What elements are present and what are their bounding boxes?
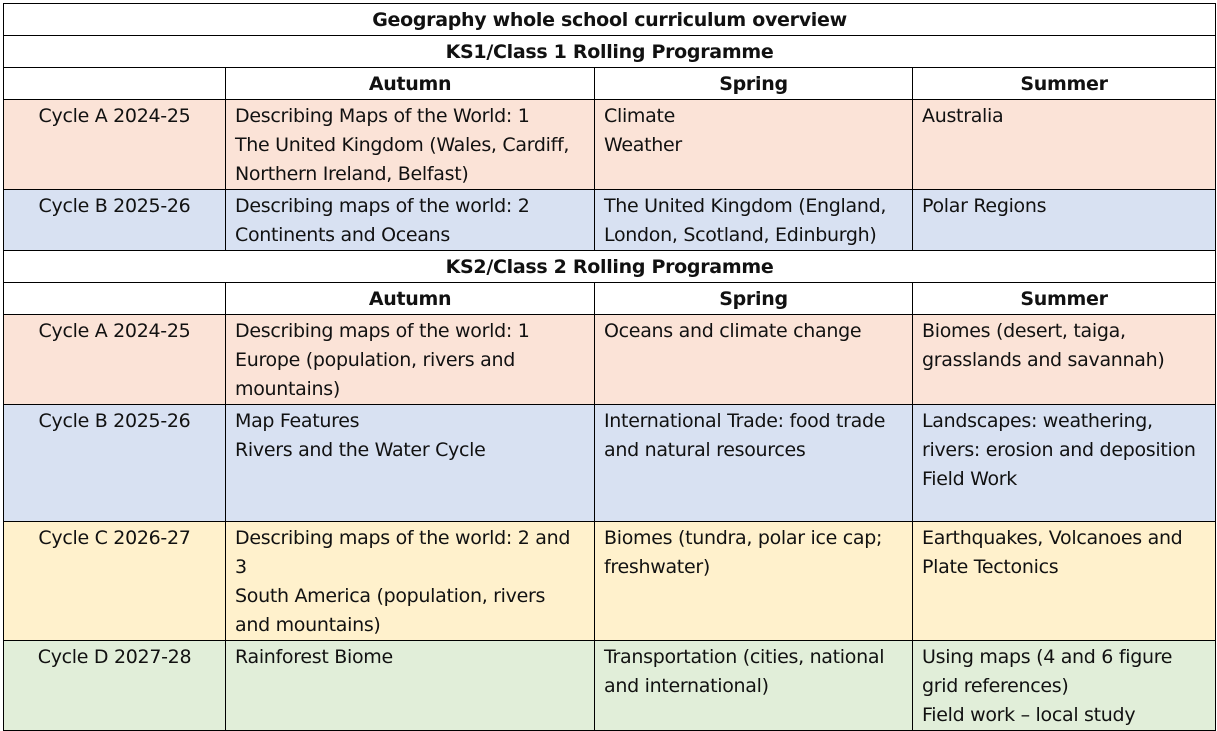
ks2-heading: KS2/Class 2 Rolling Programme (4, 251, 1216, 283)
cycle-label: Cycle A 2024-25 (4, 315, 226, 405)
topic-line: Describing maps of the world: 1 (235, 320, 530, 342)
ks2-season-header-row (4, 283, 1216, 315)
topic-line: Describing maps of the world: 2 and 3 (235, 527, 571, 578)
summer-topic-cell (913, 405, 1216, 522)
spring-topic-cell (595, 315, 913, 405)
topic-line: Weather (604, 134, 682, 156)
ks2-cycle-b-row (4, 405, 1216, 522)
topic-line: The United Kingdom (England, London, Scotland, Edinburgh) (604, 195, 887, 246)
topic-line: Map Features (235, 410, 360, 432)
topic-line: Polar Regions (922, 195, 1047, 217)
topic-line: Using maps (4 and 6 figure grid references) (922, 646, 1173, 697)
topic-line: South America (population, rivers and mountains) (235, 585, 546, 636)
topic-line: Field Work (922, 468, 1018, 490)
topic-line: Biomes (tundra, polar ice cap; freshwater) (604, 527, 883, 578)
topic-line: Earthquakes, Volcanoes and Plate Tectonics (922, 527, 1183, 578)
summer-topic-cell (913, 522, 1216, 641)
topic-line: The United Kingdom (Wales, Cardiff, Northern Ireland, Belfast) (235, 134, 570, 185)
topic-line: Field work – local study (922, 704, 1136, 726)
ks2-header-autumn: Autumn (226, 283, 595, 315)
spring-topic-cell (595, 522, 913, 641)
ks2-header-summer: Summer (913, 283, 1216, 315)
topic-line: Landscapes: weathering, rivers: erosion and deposition (922, 410, 1196, 461)
spring-topic-cell (595, 405, 913, 522)
topic-line: Europe (population, rivers and mountains) (235, 349, 515, 400)
document-title: Geography whole school curriculum overview (4, 4, 1216, 36)
title-row (4, 4, 1216, 36)
ks2-cycle-d-row (4, 641, 1216, 731)
topic-line: Biomes (desert, taiga, grasslands and savannah) (922, 320, 1165, 371)
ks1-header-blank (4, 68, 226, 100)
autumn-topic-cell (226, 100, 595, 190)
topic-line: Describing Maps of the World: 1 (235, 105, 530, 127)
autumn-topic-cell (226, 405, 595, 522)
spring-topic-cell (595, 100, 913, 190)
cycle-label: Cycle D 2027-28 (4, 641, 226, 731)
ks1-cycle-a-row (4, 100, 1216, 190)
autumn-topic-cell (226, 641, 595, 731)
cycle-label: Cycle B 2025-26 (4, 405, 226, 522)
topic-line: Australia (922, 105, 1004, 127)
spring-topic-cell (595, 641, 913, 731)
topic-line: Describing maps of the world: 2 (235, 195, 530, 217)
ks2-cycle-a-row (4, 315, 1216, 405)
summer-topic-cell (913, 190, 1216, 251)
ks2-header-blank (4, 283, 226, 315)
topic-line: Climate (604, 105, 676, 127)
topic-line: International Trade: food trade and natural resources (604, 410, 886, 461)
topic-line: Rivers and the Water Cycle (235, 439, 486, 461)
ks1-header-spring: Spring (595, 68, 913, 100)
cycle-label: Cycle A 2024-25 (4, 100, 226, 190)
ks1-heading-row (4, 36, 1216, 68)
cycle-label: Cycle C 2026-27 (4, 522, 226, 641)
topic-line: Oceans and climate change (604, 320, 862, 342)
autumn-topic-cell (226, 522, 595, 641)
topic-line: Rainforest Biome (235, 646, 393, 668)
ks2-cycle-c-row (4, 522, 1216, 641)
ks2-header-spring: Spring (595, 283, 913, 315)
ks2-heading-row (4, 251, 1216, 283)
spring-topic-cell (595, 190, 913, 251)
ks1-season-header-row (4, 68, 1216, 100)
ks1-header-autumn: Autumn (226, 68, 595, 100)
topic-line: Continents and Oceans (235, 224, 450, 246)
ks1-header-summer: Summer (913, 68, 1216, 100)
summer-topic-cell (913, 315, 1216, 405)
summer-topic-cell (913, 641, 1216, 731)
ks1-heading: KS1/Class 1 Rolling Programme (4, 36, 1216, 68)
ks1-cycle-b-row (4, 190, 1216, 251)
autumn-topic-cell (226, 190, 595, 251)
topic-line: Transportation (cities, national and international) (604, 646, 885, 697)
cycle-label: Cycle B 2025-26 (4, 190, 226, 251)
curriculum-overview-table (3, 3, 1216, 731)
summer-topic-cell (913, 100, 1216, 190)
autumn-topic-cell (226, 315, 595, 405)
